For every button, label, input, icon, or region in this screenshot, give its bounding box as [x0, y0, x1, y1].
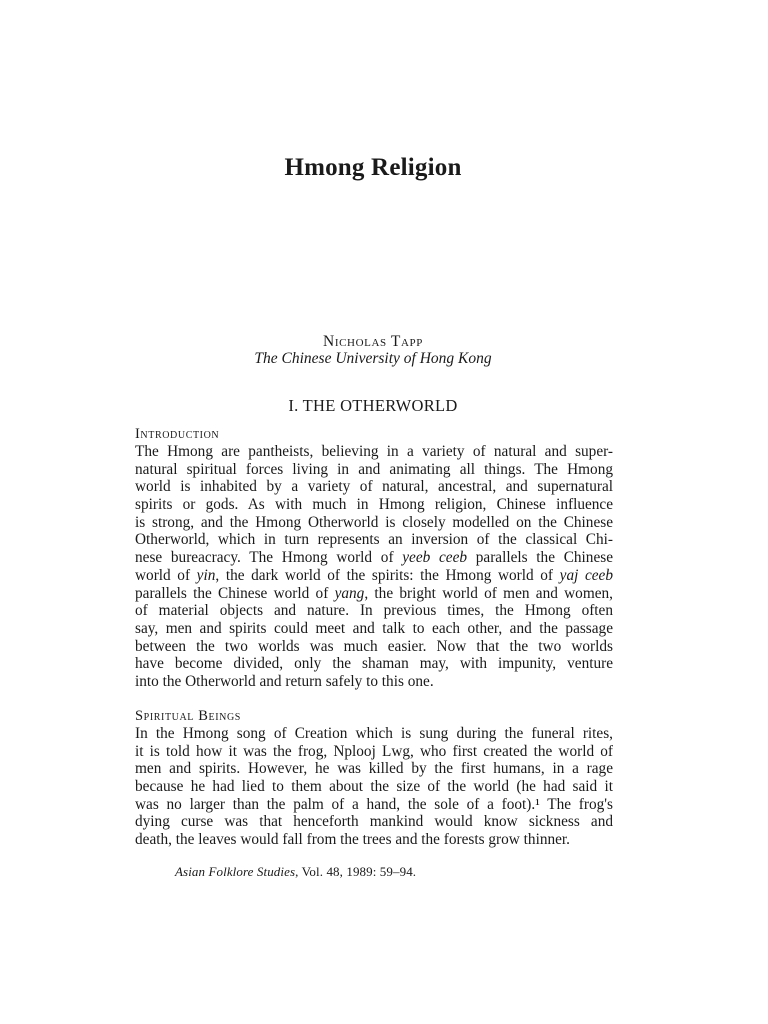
paragraph-line: In the Hmong song of Creation which is sung during the funeral rites,: [135, 725, 613, 742]
paragraph-line: spirits or gods. As with much in Hmong religion, Chinese influence: [135, 496, 613, 514]
journal-name: Asian Folklore Studies: [175, 864, 296, 879]
paragraph-line: parallels the Chinese world of yang, the bright world of men and women,: [135, 584, 613, 602]
paragraph-line: between the two worlds was much easier. Now that the two worlds: [135, 637, 613, 655]
spiritual-beings-paragraph: [135, 725, 613, 849]
paragraph-line: Otherworld, which in turn represents an inversion of the classical Chi-: [135, 531, 613, 549]
paragraph-line: of material objects and nature. In previous times, the Hmong often: [135, 602, 613, 620]
section-heading: I. THE OTHERWORLD: [288, 396, 458, 415]
paragraph-line: it is told how it was the frog, Nplooj Lwg, who first created the world of: [135, 742, 613, 760]
paragraph-line: nese bureacracy. The Hmong world of yeeb ceeb parallels the Chinese: [135, 549, 613, 567]
paragraph-line: into the Otherworld and return safely to this one.: [135, 672, 434, 690]
paragraph-line: death, the leaves would fall from the trees and the forests grow thinner.: [135, 831, 570, 849]
paragraph-line: natural spiritual forces living in and animating all things. The Hmong: [135, 460, 613, 478]
citation-details: , Vol. 48, 1989: 59–94.: [295, 864, 417, 879]
paragraph-line: world of yin, the dark world of the spirits: the Hmong world of yaj ceeb: [135, 566, 613, 584]
paragraph-line: have become divided, only the shaman may, with impunity, venture: [135, 655, 613, 673]
paragraph-line: is strong, and the Hmong Otherworld is closely modelled on the Chinese: [135, 513, 613, 531]
author-affiliation: The Chinese University of Hong Kong: [254, 350, 492, 367]
paragraph-line: men and spirits. However, he was killed by the first humans, in a rage: [135, 760, 613, 778]
author-name: Nicholas Tapp: [323, 333, 423, 350]
paragraph-line: was no larger than the palm of a hand, the sole of a foot).¹ The frog's: [135, 795, 613, 813]
subsection-heading-spiritual-beings: Spiritual Beings: [135, 708, 241, 724]
citation-footer: [175, 864, 416, 880]
paragraph-line: dying curse was that henceforth mankind would know sickness and: [135, 813, 613, 831]
subsection-heading-introduction: Introduction: [135, 426, 220, 442]
paragraph-line: because he had lied to them about the size of the world (he had said it: [135, 778, 613, 796]
article-title: Hmong Religion: [284, 154, 462, 181]
paragraph-line: world is inhabited by a variety of natural, ancestral, and supernatural: [135, 478, 613, 496]
paragraph-line: say, men and spirits could meet and talk to each other, and the passage: [135, 619, 613, 637]
paragraph-line: The Hmong are pantheists, believing in a variety of natural and super-: [135, 443, 613, 460]
introduction-paragraph: [135, 443, 613, 691]
